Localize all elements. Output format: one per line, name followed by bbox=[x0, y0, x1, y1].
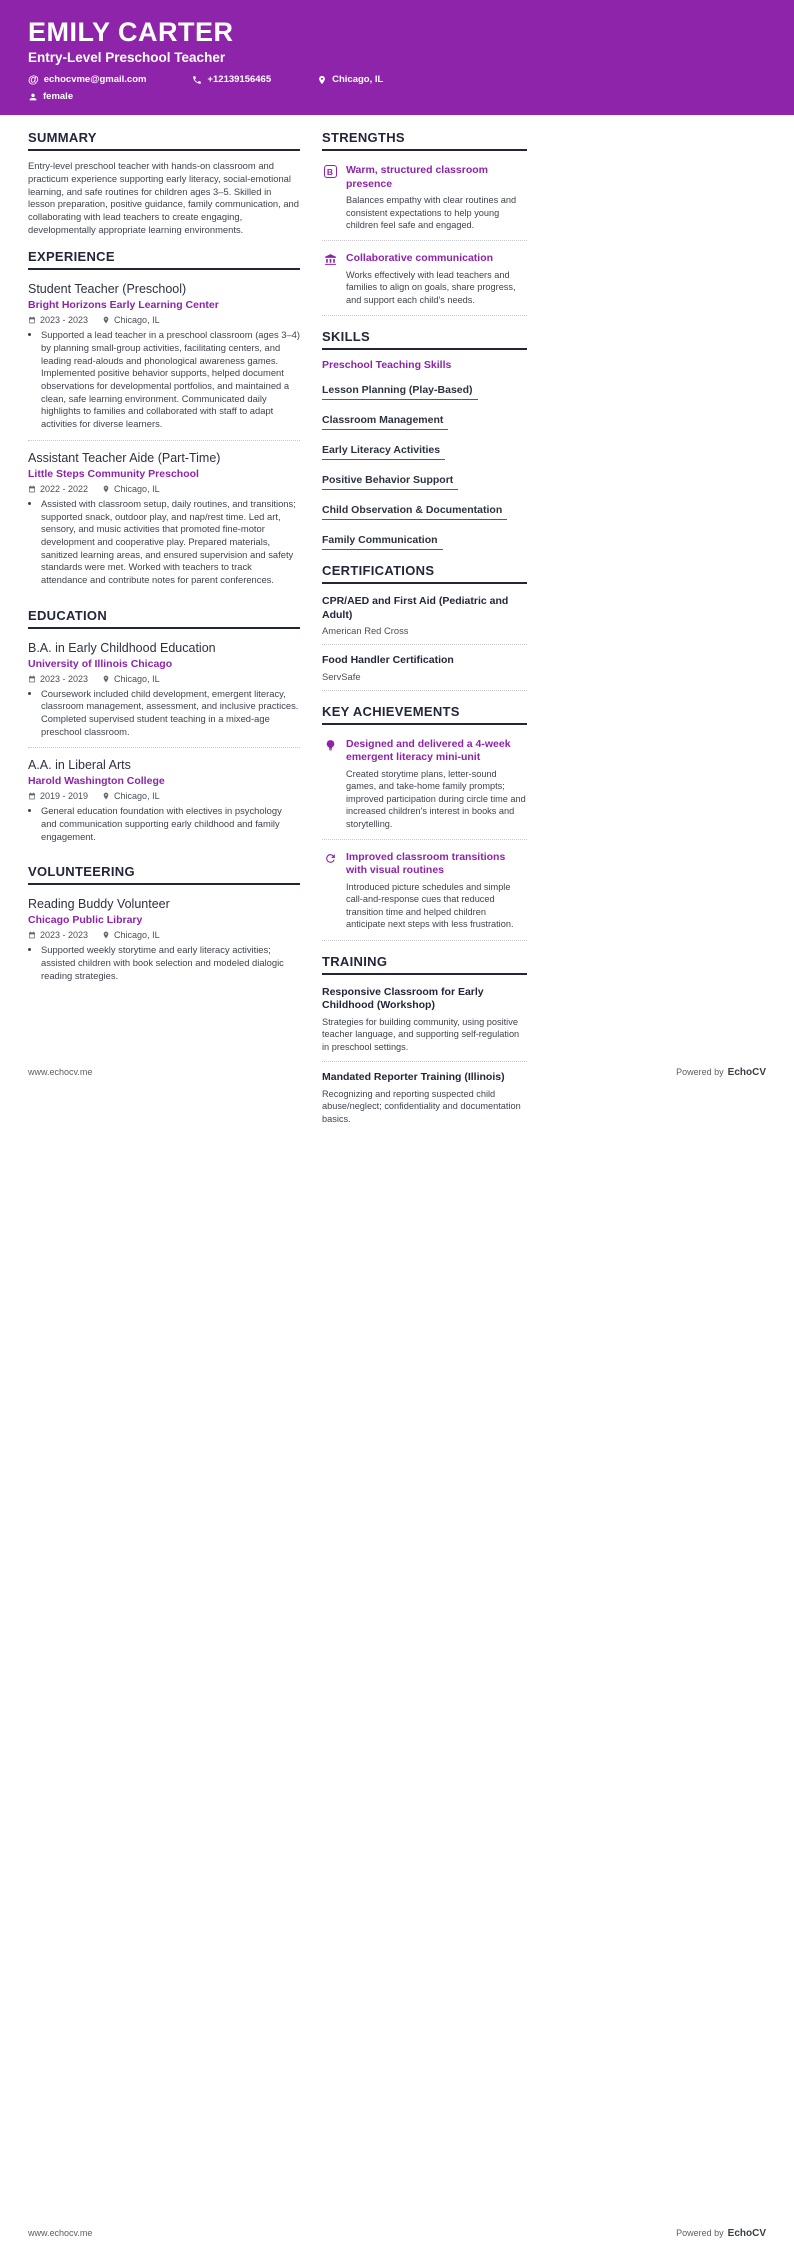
right-column bbox=[322, 130, 527, 1123]
certification-issuer: ServSafe bbox=[322, 671, 361, 682]
candidate-name: EMILY CARTER bbox=[28, 17, 234, 47]
entry-meta bbox=[28, 484, 300, 494]
skill-item: Classroom Management bbox=[322, 410, 527, 430]
contact-row-2 bbox=[28, 91, 766, 102]
organization-name: Chicago Public Library bbox=[28, 914, 143, 927]
section-experience bbox=[28, 249, 300, 594]
company-name: Little Steps Community Preschool bbox=[28, 467, 199, 480]
skill-item: Early Literacy Activities bbox=[322, 440, 527, 460]
bullet: • Supported a lead teacher in a preschool classroom (ages 3–4) by planning small-group activities, facilitating centers, and leading read-alouds and phonological awareness games. Implemented positive behavior supports, helped document observations for developmental portfolios, and maintained a clean, safe learning environment. Communicated daily highlights to families and collaborated with staff to adapt activities for diverse learners. bbox=[41, 329, 300, 431]
location-pin-icon bbox=[317, 75, 327, 85]
training-item bbox=[322, 984, 527, 1061]
strength-text: Balances empathy with clear routines and consistent expectations to help young children feel safe and engaged. bbox=[346, 195, 517, 230]
calendar-icon bbox=[28, 931, 36, 939]
website-link[interactable]: www.echocv.me bbox=[28, 2228, 93, 2238]
location-pin-icon bbox=[102, 485, 110, 493]
certification-name: CPR/AED and First Aid (Pediatric and Adult) bbox=[322, 595, 509, 621]
education-entry bbox=[28, 638, 300, 747]
training-name: Mandated Reporter Training (Illinois) bbox=[322, 1071, 505, 1084]
separator bbox=[322, 690, 527, 691]
date-range: 2023 - 2023 bbox=[28, 315, 88, 325]
experience-heading: EXPERIENCE bbox=[28, 249, 300, 270]
date-range: 2019 - 2019 bbox=[28, 791, 88, 801]
section-volunteering bbox=[28, 864, 300, 990]
separator bbox=[28, 440, 300, 441]
date-range: 2023 - 2023 bbox=[28, 674, 88, 684]
bullet-list bbox=[28, 944, 300, 982]
location-pin-icon bbox=[102, 316, 110, 324]
entry-meta bbox=[28, 315, 300, 325]
resume-body bbox=[0, 115, 794, 1123]
contact-phone bbox=[192, 74, 271, 85]
person-icon bbox=[28, 92, 38, 102]
entry-location: Chicago, IL bbox=[102, 791, 160, 801]
calendar-icon bbox=[28, 675, 36, 683]
training-heading: TRAINING bbox=[322, 954, 527, 975]
entry-location: Chicago, IL bbox=[102, 674, 160, 684]
skill-item: Lesson Planning (Play-Based) bbox=[322, 380, 527, 400]
lightbulb-icon bbox=[322, 738, 338, 830]
resume-header bbox=[0, 0, 794, 115]
certification-item bbox=[322, 593, 527, 643]
phone-icon bbox=[192, 75, 202, 85]
separator bbox=[28, 747, 300, 748]
section-education bbox=[28, 608, 300, 852]
location-pin-icon bbox=[102, 931, 110, 939]
strengths-heading: STRENGTHS bbox=[322, 130, 527, 151]
job-title: Student Teacher (Preschool) bbox=[28, 282, 187, 297]
left-column bbox=[28, 130, 300, 1003]
phone-text: +12139156465 bbox=[207, 74, 272, 86]
date-range: 2023 - 2023 bbox=[28, 930, 88, 940]
calendar-icon bbox=[28, 316, 36, 324]
certifications-heading: CERTIFICATIONS bbox=[322, 563, 527, 584]
job-title: Assistant Teacher Aide (Part-Time) bbox=[28, 450, 221, 465]
bullet-list bbox=[28, 329, 300, 431]
section-summary bbox=[28, 130, 300, 236]
strength-title: Collaborative communication bbox=[346, 252, 494, 265]
entry-meta bbox=[28, 674, 300, 684]
entry-location: Chicago, IL bbox=[102, 315, 160, 325]
strength-item bbox=[322, 248, 527, 314]
volunteer-title: Reading Buddy Volunteer bbox=[28, 897, 170, 912]
education-entry bbox=[28, 755, 300, 851]
email-icon: @ bbox=[28, 73, 39, 86]
training-name: Responsive Classroom for Early Childhood (Workshop) bbox=[322, 985, 484, 1012]
degree-title: B.A. in Early Childhood Education bbox=[28, 640, 216, 655]
separator bbox=[322, 240, 527, 241]
page-footer bbox=[28, 1067, 766, 1078]
experience-entry bbox=[28, 279, 300, 439]
separator bbox=[322, 315, 527, 316]
bullet: • Supported weekly storytime and early literacy activities; assisted children with book selection and modeled dialogic reading strategies. bbox=[41, 944, 300, 982]
education-heading: EDUCATION bbox=[28, 608, 300, 629]
location-pin-icon bbox=[102, 675, 110, 683]
entry-meta bbox=[28, 930, 300, 940]
echocv-brand[interactable]: EchoCV bbox=[727, 2228, 766, 2239]
contact-email[interactable] bbox=[28, 74, 146, 85]
candidate-job-title: Entry-Level Preschool Teacher bbox=[28, 50, 226, 66]
achievement-text: Created storytime plans, letter-sound games, and take-home family prompts; improved participation during circle time and increased children's interest in books and storytelling. bbox=[346, 768, 526, 829]
strength-title: Warm, structured classroom presence bbox=[346, 164, 488, 190]
entry-location: Chicago, IL bbox=[102, 930, 160, 940]
contact-location bbox=[317, 74, 383, 85]
location-pin-icon bbox=[102, 792, 110, 800]
separator bbox=[322, 1061, 527, 1062]
skill-item: Family Communication bbox=[322, 530, 527, 550]
gender-text: female bbox=[43, 91, 74, 103]
bullet: • Coursework included child development, emergent literacy, classroom management, assessment, and inclusive practices. Completed supervised student teaching in a mixed-age preschool classroom. bbox=[41, 688, 300, 739]
skill-item: Child Observation & Documentation bbox=[322, 500, 527, 520]
achievements-heading: KEY ACHIEVEMENTS bbox=[322, 704, 527, 725]
skills-heading: SKILLS bbox=[322, 329, 527, 350]
calendar-icon bbox=[28, 485, 36, 493]
strength-text: Works effectively with lead teachers and families to align on goals, share progress, and support each child's needs. bbox=[346, 269, 516, 305]
location-text: Chicago, IL bbox=[332, 74, 384, 86]
entry-location: Chicago, IL bbox=[102, 484, 160, 494]
certification-item bbox=[322, 652, 527, 689]
bullet-list bbox=[28, 688, 300, 739]
certification-name: Food Handler Certification bbox=[322, 654, 454, 667]
volunteering-entry bbox=[28, 894, 300, 990]
achievement-item bbox=[322, 734, 527, 838]
achievement-item bbox=[322, 847, 527, 939]
email-text: echocvme@gmail.com bbox=[43, 74, 147, 86]
achievement-title: Designed and delivered a 4-week emergent literacy mini-unit bbox=[346, 738, 511, 764]
powered-by: Powered by EchoCV bbox=[676, 1067, 766, 1078]
refresh-icon bbox=[322, 851, 338, 931]
bank-icon bbox=[322, 252, 338, 306]
strength-item bbox=[322, 160, 527, 239]
certification-issuer: American Red Cross bbox=[322, 625, 409, 637]
date-range: 2022 - 2022 bbox=[28, 484, 88, 494]
website-link[interactable]: www.echocv.me bbox=[28, 1067, 93, 1077]
resume-page-2 bbox=[0, 1123, 794, 2246]
company-name: Bright Horizons Early Learning Center bbox=[28, 299, 219, 312]
section-training bbox=[322, 954, 527, 1123]
experience-entry bbox=[28, 448, 300, 595]
page-footer bbox=[28, 2228, 766, 2239]
training-description: Recognizing and reporting suspected child abuse/neglect; confidentiality and documentation basics. bbox=[322, 1088, 521, 1123]
letter-b-icon: B bbox=[322, 164, 338, 231]
section-strengths bbox=[322, 130, 527, 316]
section-certifications bbox=[322, 563, 527, 691]
bullet-list bbox=[28, 805, 300, 843]
summary-text: Entry-level preschool teacher with hands-on classroom and practicum experience supporting early literacy, social-emotional learning, and safe routines for children ages 3–5. Skilled in lesson preparation, positive guidance, family communication, and collaborating with lead teachers to create engaging, developmentally appropriate learning environments. bbox=[28, 160, 299, 235]
section-achievements bbox=[322, 704, 527, 941]
training-description: Strategies for building community, using positive teacher language, and supporting self-regulation in preschool settings. bbox=[322, 1016, 520, 1052]
separator bbox=[322, 839, 527, 840]
summary-heading: SUMMARY bbox=[28, 130, 300, 151]
skills-category: Preschool Teaching Skills bbox=[322, 359, 452, 372]
achievement-title: Improved classroom transitions with visual routines bbox=[346, 850, 506, 877]
bullet: • Assisted with classroom setup, daily routines, and transitions; supported snack, outdoor play, and nap/rest time. Led art, sensory, and music activities that promoted fine-motor development and cooperative play. Prepared materials, sanitized learning areas, and ensured supervision and safety standards were met. Worked with teachers to track attendance and contribute notes for parent conferences. bbox=[41, 498, 300, 587]
contact-row bbox=[28, 74, 766, 85]
volunteering-heading: VOLUNTEERING bbox=[28, 864, 300, 885]
separator bbox=[322, 940, 527, 941]
separator bbox=[322, 644, 527, 645]
school-name: Harold Washington College bbox=[28, 775, 165, 788]
skill-item: Positive Behavior Support bbox=[322, 470, 527, 490]
degree-title: A.A. in Liberal Arts bbox=[28, 758, 131, 773]
bullet: • General education foundation with electives in psychology and communication supporting early childhood and family engagement. bbox=[41, 805, 300, 843]
bullet-list bbox=[28, 498, 300, 587]
entry-meta bbox=[28, 791, 300, 801]
powered-by: Powered by EchoCV bbox=[676, 2228, 766, 2239]
calendar-icon bbox=[28, 792, 36, 800]
achievement-text: Introduced picture schedules and simple call-and-response cues that reduced transition time and helped children anticipate next steps with less frustration. bbox=[346, 881, 514, 930]
section-skills bbox=[322, 329, 527, 550]
echocv-brand[interactable]: EchoCV bbox=[727, 1067, 766, 1078]
school-name: University of Illinois Chicago bbox=[28, 657, 173, 670]
contact-gender bbox=[28, 91, 73, 102]
